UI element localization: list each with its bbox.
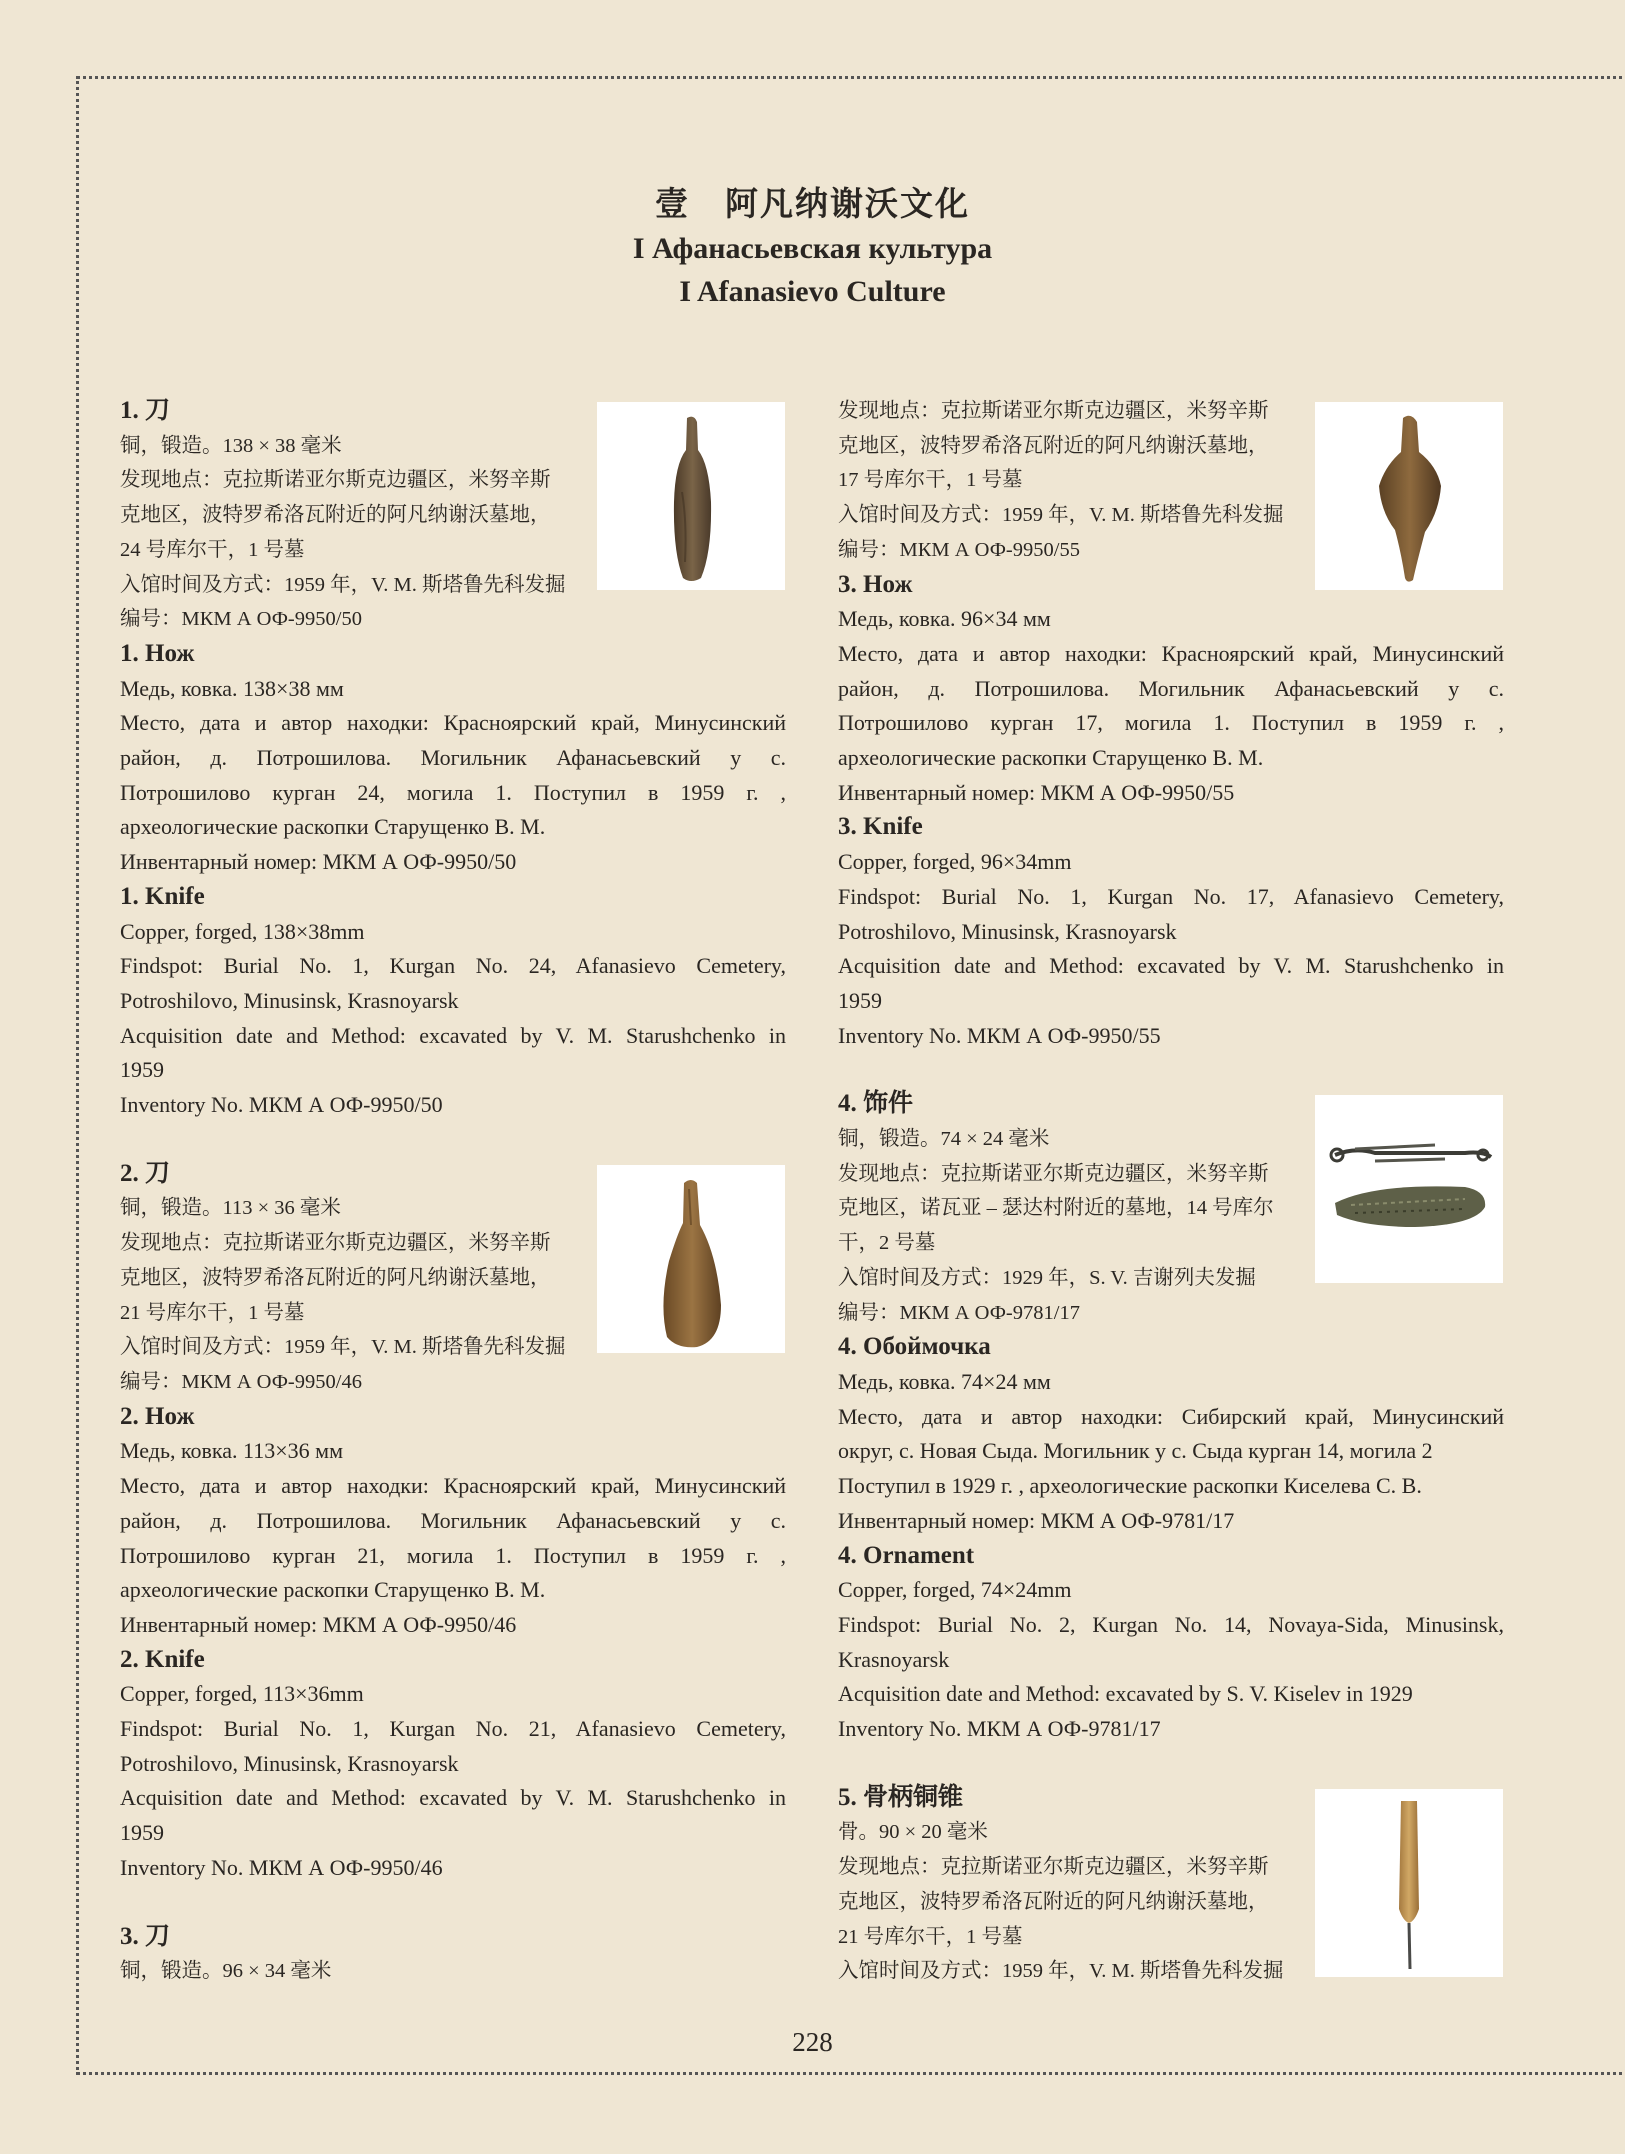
entry-3-ru-line: Инвентарный номер: МКМ А ОФ-9950/55 bbox=[838, 779, 1235, 805]
entry-3-cn-line: 克地区，波特罗希洛瓦附近的阿凡纳谢沃墓地， bbox=[838, 434, 1269, 457]
entry-2-title-en: 2. Knife bbox=[120, 1645, 205, 1673]
entry-3-title-ru: 3. Нож bbox=[838, 570, 913, 598]
entry-3-cn-line: 编号：МКМ А ОФ-9950/55 bbox=[838, 538, 1080, 561]
section-title-ru: I Афанасьевская культура bbox=[632, 232, 993, 265]
entry-2-ru-line: Потрошилово курган 21, могила 1. Поступил в 1959 г. , bbox=[120, 1542, 786, 1568]
entry-3-en-line: 1959 bbox=[838, 987, 882, 1013]
catalog-entry-5 bbox=[838, 1781, 1504, 1989]
entry-2-en-line: Acquisition date and Method: excavated by V. M. Starushchenko in bbox=[120, 1785, 786, 1811]
entry-3-ru-line: Место, дата и автор находки: Красноярский край, Минусинский bbox=[838, 640, 1504, 666]
entry-3-title-cn: 3. 刀 bbox=[120, 1922, 171, 1950]
entry-3-title-en: 3. Knife bbox=[838, 813, 923, 841]
entry-2-cn-line: 编号：МКМ А ОФ-9950/46 bbox=[120, 1370, 362, 1393]
entry-2-en-line: Copper, forged, 113×36mm bbox=[120, 1681, 364, 1707]
knife-2-photo bbox=[597, 1165, 785, 1353]
entry-2-ru-line: археологические раскопки Старущенко В. М. bbox=[120, 1577, 546, 1603]
entry-3-ru-line: район, д. Потрошилова. Могильник Афанасьевский у с. bbox=[838, 675, 1504, 701]
entry-4-title-cn: 4. 饰件 bbox=[838, 1090, 914, 1118]
entry-2-en-line: Findspot: Burial No. 1, Kurgan No. 21, Afanasievo Cemetery, bbox=[120, 1716, 786, 1742]
ornament-4-photo bbox=[1315, 1095, 1503, 1283]
entry-4-ru-line: Медь, ковка. 74×24 мм bbox=[838, 1368, 1051, 1394]
entry-1-cn-line: 克地区，波特罗希洛瓦附近的阿凡纳谢沃墓地， bbox=[120, 504, 551, 527]
entry-1-en-line: Inventory No. МКМ А ОФ-9950/50 bbox=[120, 1092, 443, 1118]
entry-1-ru-line: Медь, ковка. 138×38 мм bbox=[120, 675, 344, 701]
entry-1-cn-line: 24 号库尔干，1 号墓 bbox=[120, 538, 305, 561]
entry-4-en-line: Acquisition date and Method: excavated by S. V. Kiselev in 1929 bbox=[838, 1681, 1413, 1707]
entry-2-en-line: Potroshilovo, Minusinsk, Krasnoyarsk bbox=[120, 1750, 459, 1776]
entry-3-en-line: Potroshilovo, Minusinsk, Krasnoyarsk bbox=[838, 918, 1177, 944]
right-column bbox=[838, 394, 1504, 1989]
entry-2-title-ru: 2. Нож bbox=[120, 1402, 195, 1430]
entry-2-ru-line: Инвентарный номер: МКМ А ОФ-9950/46 bbox=[120, 1611, 517, 1637]
entry-3-ru-line: Потрошилово курган 17, могила 1. Поступил в 1959 г. , bbox=[838, 710, 1504, 736]
entry-5-cn-line: 克地区，波特罗希洛瓦附近的阿凡纳谢沃墓地， bbox=[838, 1890, 1269, 1913]
entry-4-ru-line: Место, дата и автор находки: Сибирский край, Минусинский bbox=[838, 1403, 1504, 1429]
entry-1-en-line: Potroshilovo, Minusinsk, Krasnoyarsk bbox=[120, 987, 459, 1013]
entry-1-cn-line: 铜，锻造。138 × 38 毫米 bbox=[120, 434, 342, 457]
entry-1-en-line: Findspot: Burial No. 1, Kurgan No. 24, Afanasievo Cemetery, bbox=[120, 953, 786, 979]
entry-2-ru-line: Медь, ковка. 113×36 мм bbox=[120, 1438, 343, 1464]
section-title-en: I Afanasievo Culture bbox=[679, 275, 946, 308]
entry-4-cn-line: 克地区，诺瓦亚 – 瑟达村附近的墓地，14 号库尔 bbox=[838, 1197, 1274, 1220]
entry-5-cn-line: 发现地点：克拉斯诺亚尔斯克边疆区，米努辛斯 bbox=[838, 1856, 1269, 1879]
entry-3-cn-line: 17 号库尔干，1 号墓 bbox=[838, 469, 1023, 492]
entry-1-ru-line: археологические раскопки Старущенко В. М. bbox=[120, 814, 546, 840]
entry-4-en-line: Findspot: Burial No. 2, Kurgan No. 14, Novaya-Sida, Minusinsk, bbox=[838, 1611, 1504, 1637]
entry-1-en-line: 1959 bbox=[120, 1057, 164, 1083]
entry-3-ru-line: археологические раскопки Старущенко В. М. bbox=[838, 745, 1264, 771]
entry-2-ru-line: Место, дата и автор находки: Красноярский край, Минусинский bbox=[120, 1473, 786, 1499]
entry-1-ru-line: Инвентарный номер: МКМ А ОФ-9950/50 bbox=[120, 849, 517, 875]
knife-3-photo bbox=[1315, 402, 1503, 590]
entry-1-cn-line: 发现地点：克拉斯诺亚尔斯克边疆区，米努辛斯 bbox=[120, 469, 551, 492]
entry-4-cn-line: 编号：МКМ А ОФ-9781/17 bbox=[838, 1301, 1080, 1324]
entry-3-en-line: Copper, forged, 96×34mm bbox=[838, 849, 1072, 875]
entry-5-cn-line: 骨。90 × 20 毫米 bbox=[838, 1821, 988, 1844]
entry-3-cn-line: 入馆时间及方式：1959 年，V. M. 斯塔鲁先科发掘 bbox=[838, 504, 1284, 527]
entry-1-cn-line: 编号：МКМ А ОФ-9950/50 bbox=[120, 608, 362, 631]
entry-1-title-ru: 1. Нож bbox=[120, 639, 195, 667]
page-number: 228 bbox=[792, 2027, 833, 2057]
entry-4-en-line: Inventory No. МКМ А ОФ-9781/17 bbox=[838, 1716, 1161, 1742]
entry-2-cn-line: 21 号库尔干，1 号墓 bbox=[120, 1301, 305, 1324]
entry-1-title-en: 1. Knife bbox=[120, 882, 205, 910]
page-header bbox=[0, 183, 1625, 313]
entry-1-ru-line: Потрошилово курган 24, могила 1. Поступил в 1959 г. , bbox=[120, 779, 786, 805]
left-column bbox=[120, 394, 786, 1989]
entry-2-title-cn: 2. 刀 bbox=[120, 1159, 171, 1187]
entry-3-cn-line: 铜，锻造。96 × 34 毫米 bbox=[120, 1960, 332, 1983]
section-title-cn: 壹 阿凡纳谢沃文化 bbox=[655, 187, 970, 223]
entry-2-cn-line: 入馆时间及方式：1959 年，V. M. 斯塔鲁先科发掘 bbox=[120, 1336, 566, 1359]
catalog-entry-4 bbox=[838, 1087, 1504, 1746]
entry-1-en-line: Acquisition date and Method: excavated by V. M. Starushchenko in bbox=[120, 1022, 786, 1048]
entry-2-cn-line: 铜，锻造。113 × 36 毫米 bbox=[120, 1197, 341, 1220]
entry-4-title-ru: 4. Обоймочка bbox=[838, 1333, 991, 1361]
catalog-entry-2 bbox=[120, 1157, 786, 1886]
catalog-entry-3 bbox=[838, 394, 1504, 1053]
entry-4-en-line: Copper, forged, 74×24mm bbox=[838, 1577, 1072, 1603]
entry-3-en-line: Acquisition date and Method: excavated by V. M. Starushchenko in bbox=[838, 953, 1504, 979]
entry-1-cn-line: 入馆时间及方式：1959 年，V. M. 斯塔鲁先科发掘 bbox=[120, 573, 566, 596]
entry-4-cn-line: 发现地点：克拉斯诺亚尔斯克边疆区，米努辛斯 bbox=[838, 1162, 1269, 1185]
entry-1-title-cn: 1. 刀 bbox=[120, 397, 171, 424]
entry-4-cn-line: 入馆时间及方式：1929 年，S. V. 吉谢列夫发掘 bbox=[838, 1266, 1256, 1289]
entry-2-cn-line: 克地区，波特罗希洛瓦附近的阿凡纳谢沃墓地， bbox=[120, 1266, 551, 1289]
entry-4-ru-line: округ, с. Новая Сыда. Могильник у с. Сыда курган 14, могила 2 bbox=[838, 1438, 1433, 1464]
entry-4-cn-line: 干，2 号墓 bbox=[838, 1232, 936, 1255]
entry-4-cn-line: 铜，锻造。74 × 24 毫米 bbox=[838, 1128, 1050, 1151]
entry-5-cn-line: 21 号库尔干，1 号墓 bbox=[838, 1925, 1023, 1948]
entry-1-ru-line: Место, дата и автор находки: Красноярский край, Минусинский bbox=[120, 710, 786, 736]
entry-4-en-line: Krasnoyarsk bbox=[838, 1646, 950, 1672]
entry-5-title-cn: 5. 骨柄铜锥 bbox=[838, 1783, 964, 1811]
entry-1-en-line: Copper, forged, 138×38mm bbox=[120, 918, 365, 944]
entry-4-title-en: 4. Ornament bbox=[838, 1541, 975, 1569]
entry-2-en-line: Inventory No. МКМ А ОФ-9950/46 bbox=[120, 1854, 443, 1880]
entry-2-cn-line: 发现地点：克拉斯诺亚尔斯克边疆区，米努辛斯 bbox=[120, 1232, 551, 1255]
knife-1-photo bbox=[597, 402, 785, 590]
entry-5-cn-line: 入馆时间及方式：1959 年，V. M. 斯塔鲁先科发掘 bbox=[838, 1960, 1284, 1983]
entry-2-en-line: 1959 bbox=[120, 1820, 164, 1846]
entry-2-ru-line: район, д. Потрошилова. Могильник Афанасьевский у с. bbox=[120, 1507, 786, 1533]
catalog-entry-1 bbox=[120, 394, 786, 1123]
entry-1-ru-line: район, д. Потрошилова. Могильник Афанасьевский у с. bbox=[120, 745, 786, 771]
entry-4-ru-line: Инвентарный номер: МКМ А ОФ-9781/17 bbox=[838, 1507, 1235, 1533]
entry-3-en-line: Findspot: Burial No. 1, Kurgan No. 17, Afanasievo Cemetery, bbox=[838, 883, 1504, 909]
catalog-entry-3-start bbox=[120, 1920, 786, 1989]
entry-3-cn-line: 发现地点：克拉斯诺亚尔斯克边疆区，米努辛斯 bbox=[838, 400, 1269, 422]
entry-4-ru-line: Поступил в 1929 г. , археологические раскопки Киселева С. В. bbox=[838, 1473, 1422, 1499]
awl-5-photo bbox=[1315, 1789, 1503, 1977]
entry-3-ru-line: Медь, ковка. 96×34 мм bbox=[838, 606, 1051, 632]
entry-3-en-line: Inventory No. МКМ А ОФ-9950/55 bbox=[838, 1022, 1161, 1048]
